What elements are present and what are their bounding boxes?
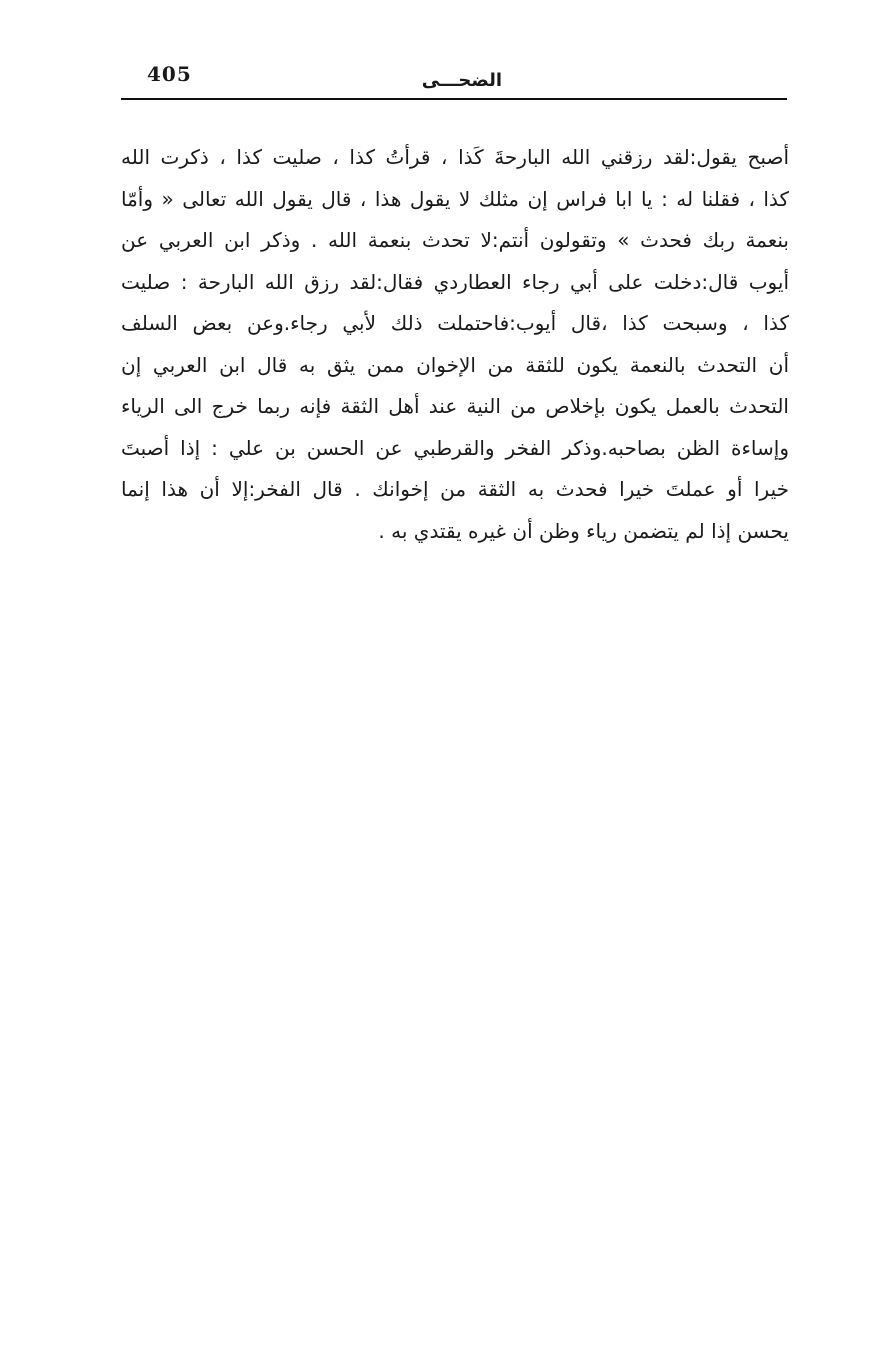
text-line: أصبح يقول:لقد رزقني الله البارحةَ كَذا ، قرأتُ كذا ، صليت كذا ، ذكرت الله bbox=[121, 145, 789, 169]
text-line: يحسن إذا لم يتضمن رياء وظن أن غيره يقتدي به . bbox=[378, 518, 789, 543]
text-line: بنعمة ربك فحدث » وتقولون أنتم:لا تحدث بنعمة الله . وذكر ابن العربي عن bbox=[121, 228, 789, 252]
text-line: كذا ، وسبحت كذا ،قال أيوب:فاحتملت ذلك لأبي رجاء.وعن بعض السلف bbox=[121, 311, 789, 335]
text-line: خيرا أو عملتَ خيرا فحدث به الثقة من إخوانك . قال الفخر:إلا أن هذا إنما bbox=[121, 477, 789, 501]
text-line: كذا ، فقلنا له : يا ابا فراس إن مثلك لا يقول هذا ، قال يقول الله تعالى « وأمّا bbox=[121, 186, 789, 211]
text-line: أن التحدث بالنعمة يكون للثقة من الإخوان ممن يثق به قال ابن العربي إن bbox=[121, 352, 789, 377]
header-rule bbox=[121, 98, 787, 100]
page-number: 405 bbox=[147, 62, 192, 86]
text-line: أيوب قال:دخلت على أبي رجاء العطاردي فقال:لقد رزق الله البارحة : صليت bbox=[121, 269, 789, 294]
text-line: التحدث بالعمل يكون بإخلاص من النية عند أهل الثقة فإنه ربما خرج الى الرياء bbox=[121, 394, 789, 418]
text-line: وإساءة الظن بصاحبه.وذكر الفخر والقرطبي عن الحسن بن علي : إذا أصبتَ bbox=[121, 435, 789, 460]
running-title: الضحـــى bbox=[421, 70, 502, 91]
page-header bbox=[121, 56, 787, 100]
body-text bbox=[121, 137, 789, 552]
